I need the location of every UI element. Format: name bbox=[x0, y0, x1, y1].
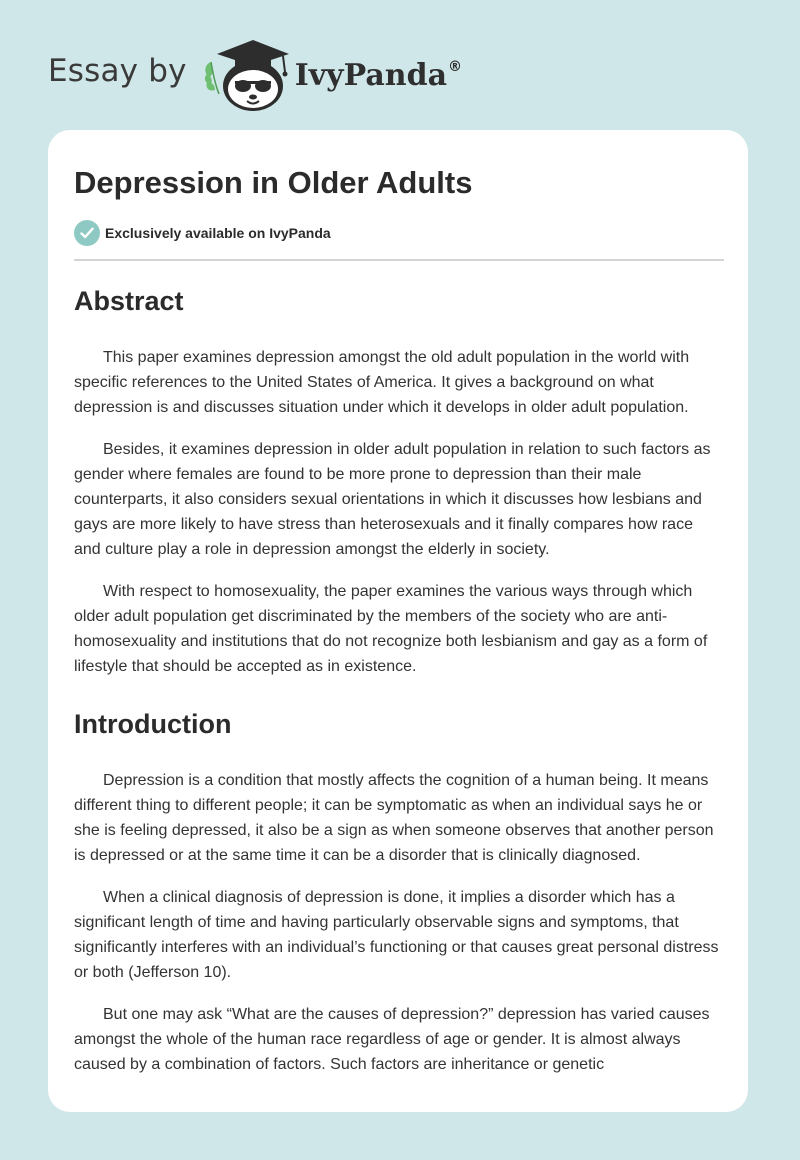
registered-mark: ® bbox=[448, 58, 463, 75]
abstract-body bbox=[74, 345, 724, 679]
ivypanda-logo[interactable] bbox=[201, 34, 293, 114]
introduction-body bbox=[74, 768, 724, 1077]
brand-name[interactable] bbox=[295, 58, 462, 93]
section-heading-abstract: Abstract bbox=[74, 286, 184, 316]
section-heading-introduction: Introduction bbox=[74, 709, 232, 739]
exclusive-badge-text: Exclusively available on IvyPanda bbox=[105, 225, 331, 241]
check-circle-icon bbox=[74, 220, 100, 246]
paragraph: Depression is a condition that mostly affects the cognition of a human being. It means different thing to different people; it can be symptomatic as when an individual says he or she is feeling depressed, it also be a sign as when someone observes that another person is depressed or at the same time it can be a disorder that is clinically diagnosed. bbox=[74, 772, 714, 864]
title-divider bbox=[74, 259, 724, 261]
essay-by-label: Essay by bbox=[48, 53, 187, 89]
paragraph: With respect to homosexuality, the paper examines the various ways through which older adult population get discriminated by the members of the society who are anti-homosexuality and institutions that do not recognize both lesbianism and gay as a form of lifestyle that should be accepted as in existence. bbox=[74, 583, 708, 675]
ivy-leaf-icon bbox=[205, 62, 219, 94]
site-header bbox=[48, 34, 462, 114]
paragraph: This paper examines depression amongst the old adult population in the world with specific references to the United States of America. It gives a background on what depression is and discusses situation under which it develops in older adult population. bbox=[74, 349, 690, 416]
paragraph: When a clinical diagnosis of depression is done, it implies a disorder which has a significant length of time and having particularly observable signs and symptoms, that significantly interferes with an individual’s functioning or that causes great personal distress or both (Jefferson 10). bbox=[74, 889, 719, 981]
essay-title: Depression in Older Adults bbox=[74, 165, 473, 200]
essay-card bbox=[48, 130, 748, 1112]
paragraph: But one may ask “What are the causes of depression?” depression has varied causes amongst the whole of the human race regardless of age or gender. It is almost always caused by a combination of factors. Such factors are inheritance or genetic bbox=[74, 1006, 710, 1073]
paragraph: Besides, it examines depression in older adult population in relation to such factors as gender where females are found to be more prone to depression than their male counterparts, it also considers sexual orientations in which it discusses how lesbians and gays are more likely to have stress than heterosexuals and it finally compares how race and culture play a role in depression amongst the elderly in society. bbox=[74, 441, 711, 558]
essay-content bbox=[74, 162, 724, 1077]
panda-graduation-cap-logo-icon bbox=[201, 34, 293, 114]
brand-text: IvyPanda bbox=[294, 57, 448, 93]
exclusive-badge bbox=[74, 220, 724, 246]
